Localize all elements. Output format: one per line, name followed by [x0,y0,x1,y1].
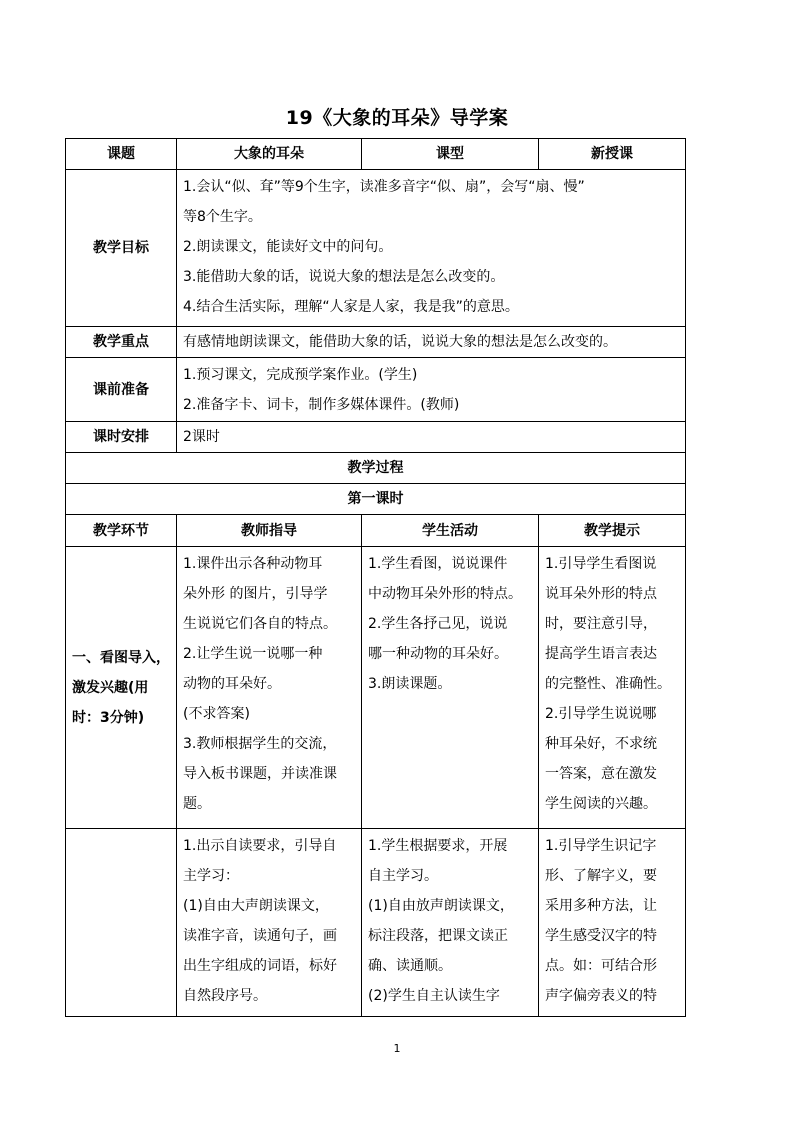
lesson-plan-table [65,138,686,1017]
tips-cell [539,829,686,1017]
student-line: 2.学生各抒己见，说说 [368,616,508,632]
header-topic-value: 大象的耳朵 [177,139,362,170]
teacher-line: 导入板书课题，并读准课 [183,766,337,782]
teacher-line: 3.教师根据学生的交流， [183,736,337,752]
goal-line: 3.能借助大象的话，说说大象的想法是怎么改变的。 [183,269,505,285]
student-line: 中动物耳朵外形的特点。 [368,586,522,602]
teacher-line: 出生字组成的词语，标好 [183,958,337,974]
stage-line: 时：3分钟) [72,709,145,726]
teacher-line: 朵外形 的图片，引导学 [183,586,328,602]
schedule-value: 2课时 [177,422,686,453]
page-title: 19《大象的耳朵》导学案 [285,107,509,129]
tips-line: 1.引导学生看图说 [545,556,657,572]
tips-line: 2.引导学生说说哪 [545,706,657,722]
tips-line: 形、了解字义，要 [545,868,657,884]
col-header-teacher: 教师指导 [177,515,362,547]
col-header-student: 学生活动 [362,515,539,547]
teacher-line: 1.课件出示各种动物耳 [183,556,323,572]
teacher-line: 题。 [183,796,211,812]
tips-line: 声字偏旁表义的特 [545,988,657,1004]
student-line: 标注段落，把课文读正 [368,928,508,944]
goal-line: 1.会认“似、耷”等9个生字，读准多音字“似、扇”，会写“扇、慢” [183,179,585,195]
table-row [66,547,686,829]
process-heading: 教学过程 [66,453,686,484]
prep-line: 1.预习课文，完成预学案作业。(学生) [183,366,418,383]
teacher-line: 读准字音，读通句子，画 [183,928,337,944]
page-number: 1 [393,1042,401,1055]
prep-line: 2.准备字卡、词卡，制作多媒体课件。(教师) [183,396,460,413]
tips-line: 学生感受汉字的特 [545,928,657,944]
tips-line: 的完整性、准确性。 [545,676,671,692]
goals-label: 教学目标 [66,170,177,327]
teacher-line: (不求答案) [183,706,250,722]
goal-line: 4.结合生活实际，理解“人家是人家，我是我”的意思。 [183,299,519,315]
tips-cell [539,547,686,829]
student-cell [362,829,539,1017]
teacher-line: 主学习： [183,868,239,884]
goal-line: 2.朗读课文，能读好文中的问句。 [183,239,393,255]
stage-cell [66,547,177,829]
teacher-line: 1.出示自读要求，引导自 [183,838,337,854]
lesson-heading: 第一课时 [66,484,686,515]
student-line: 1.学生根据要求，开展 [368,838,508,854]
schedule-label: 课时安排 [66,422,177,453]
student-line: 哪一种动物的耳朵好。 [368,646,508,662]
stage-line: 一、看图导入， [72,649,170,666]
prep-content [177,358,686,422]
tips-line: 学生阅读的兴趣。 [545,796,657,812]
tips-line: 说耳朵外形的特点 [545,586,657,602]
student-line: 确、读通顺。 [368,958,452,974]
student-line: 1.学生看图，说说课件 [368,556,508,572]
teacher-cell [177,547,362,829]
goal-line: 等8个生字。 [183,209,262,225]
student-line: 自主学习。 [368,868,438,884]
col-header-tips: 教学提示 [539,515,686,547]
student-line: (1)自由放声朗读课文， [368,898,514,914]
tips-line: 点。如：可结合形 [545,958,657,974]
tips-line: 采用多种方法，让 [545,898,657,914]
focus-content [177,327,686,358]
focus-text: 有感情地朗读课文，能借助大象的话，说说大象的想法是怎么改变的。 [183,334,617,350]
teacher-line: 自然段序号。 [183,988,267,1004]
teacher-line: 2.让学生说一说哪一种 [183,646,323,662]
tips-line: 一答案，意在激发 [545,766,657,782]
tips-line: 种耳朵好，不求统 [545,736,657,752]
goals-content [177,170,686,327]
focus-label: 教学重点 [66,327,177,358]
table-row [66,829,686,1017]
header-topic-label: 课题 [66,139,177,170]
student-cell [362,547,539,829]
stage-cell [66,829,177,1017]
tips-line: 提高学生语言表达 [545,646,657,662]
teacher-line: (1)自由大声朗读课文， [183,898,329,914]
tips-line: 1.引导学生识记字 [545,838,657,854]
prep-label: 课前准备 [66,358,177,422]
tips-line: 时，要注意引导， [545,616,657,632]
header-type-value: 新授课 [539,139,686,170]
stage-line: 激发兴趣(用 [72,679,149,696]
col-header-stage: 教学环节 [66,515,177,547]
teacher-line: 生说说它们各自的特点。 [183,616,337,632]
teacher-line: 动物的耳朵好。 [183,676,281,692]
teacher-cell [177,829,362,1017]
student-line: (2)学生自主认读生字 [368,988,500,1004]
student-line: 3.朗读课题。 [368,676,452,692]
header-type-label: 课型 [362,139,539,170]
